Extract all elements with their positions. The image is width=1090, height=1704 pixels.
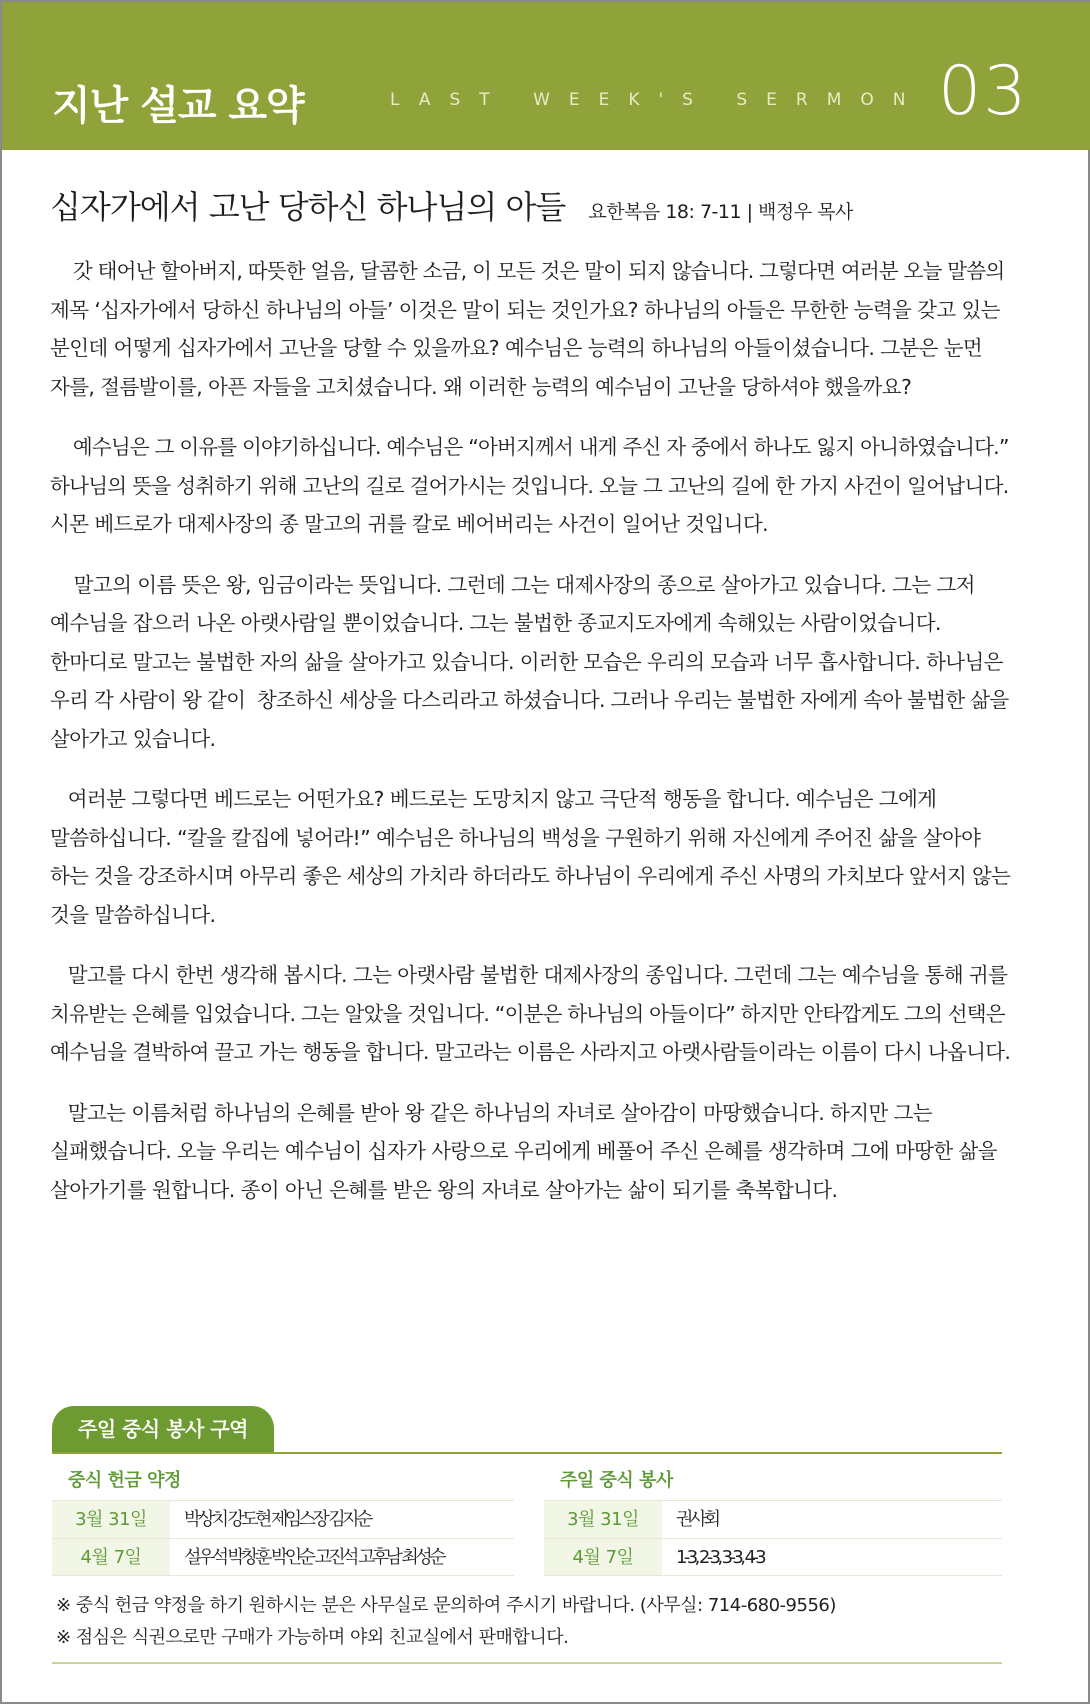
table-row: [544, 1538, 1002, 1576]
sermon-paragraph: [50, 566, 1010, 759]
table-row: [52, 1538, 514, 1576]
sermon-body: [50, 252, 1010, 1231]
paragraph-line: 자를, 절름발이를, 아픈 자들을 고치셨습니다. 왜 이러한 능력의 예수님이 고난을 당하셔야 했을까요?: [50, 374, 912, 399]
row-date: 3월 31일: [544, 1501, 662, 1538]
sermon-paragraph: [50, 956, 1010, 1072]
sermon-paragraph: [50, 428, 1010, 544]
section-title: 지난 설교 요약: [52, 83, 304, 129]
paragraph-line: 말고를 다시 한번 생각해 봅시다. 그는 아랫사람 불법한 대제사장의 종입니다. 그런데 그는 예수님을 통해 귀를: [50, 963, 1008, 987]
paragraph-line: 시몬 베드로가 대제사장의 종 말고의 귀를 칼로 베어버리는 사건이 일어난 것입니다.: [50, 512, 768, 536]
sermon-paragraph: [50, 252, 1010, 406]
section-divider: [52, 1452, 1002, 1454]
row-value: 권사회: [676, 1509, 718, 1530]
sermon-title: 십자가에서 고난 당하신 하나님의 아들: [50, 188, 566, 226]
paragraph-line: 하나님의 뜻을 성취하기 위해 고난의 길로 걸어가시는 것입니다. 오늘 그 고난의 길에 한 가지 사건이 일어납니다.: [50, 473, 1009, 498]
bottom-divider: [52, 1662, 1002, 1664]
row-value: 박상치 강도현 제임스장 김지순: [184, 1509, 370, 1530]
lunch-offering-heading: 중식 헌금 약정: [68, 1470, 181, 1491]
paragraph-line: 살아가고 있습니다.: [50, 726, 216, 751]
row-date: 4월 7일: [544, 1539, 662, 1575]
sermon-paragraph: [50, 780, 1010, 934]
sermon-heading: [50, 182, 853, 228]
paragraph-line: 예수님을 잡으러 나온 아랫사람일 뿐이었습니다. 그는 불법한 종교지도자에게 속해있는 사람이었습니다.: [50, 611, 941, 635]
paragraph-line: 갓 태어난 할아버지, 따뜻한 얼음, 달콤한 소금, 이 모든 것은 말이 되지 않습니다. 그렇다면 여러분 오늘 말씀의: [50, 259, 1005, 283]
lunch-service-tab: 주일 중식 봉사 구역: [52, 1406, 274, 1452]
paragraph-line: 분인데 어떻게 십자가에서 고난을 당할 수 있을까요? 예수님은 능력의 하나님의 아들이셨습니다. 그분은 눈먼: [50, 336, 983, 360]
row-value: 설우석 박창훈 박인순 고진석 고후남 최성순: [184, 1547, 443, 1568]
lunch-service-heading: 주일 중식 봉사: [560, 1470, 673, 1491]
paragraph-line: 제목 ‘십자가에서 당하신 하나님의 아들’ 이것은 말이 되는 것인가요? 하나님의 아들은 무한한 능력을 갖고 있는: [50, 297, 1000, 322]
paragraph-line: 하는 것을 강조하시며 아무리 좋은 세상의 가치라 하더라도 하나님이 우리에게 주신 사명의 가치보다 앞서지 않는: [50, 864, 1011, 888]
paragraph-line: 것을 말씀하십니다.: [50, 902, 216, 927]
paragraph-line: 실패했습니다. 오늘 우리는 예수님이 십자가 사랑으로 우리에게 베풀어 주신 은혜를 생각하며 그에 마땅한 삶을: [50, 1139, 997, 1163]
page-number: 03: [938, 52, 1029, 131]
row-date: 3월 31일: [52, 1501, 170, 1538]
sermon-paragraph: [50, 1094, 1010, 1210]
service-notes: [56, 1590, 1002, 1654]
row-value: 1-3, 2-3, 3-3, 4-3: [676, 1547, 764, 1568]
paragraph-line: 여러분 그렇다면 베드로는 어떤가요? 베드로는 도망치지 않고 극단적 행동을 합니다. 예수님은 그에게: [50, 787, 937, 811]
paragraph-line: 말고는 이름처럼 하나님의 은혜를 받아 왕 같은 하나님의 자녀로 살아감이 마땅했습니다. 하지만 그는: [50, 1100, 932, 1125]
row-date: 4월 7일: [52, 1539, 170, 1575]
note-offering-contact: ※ 중식 헌금 약정을 하기 원하시는 분은 사무실로 문의하여 주시기 바랍니다. (사무실: 714-680-9556): [56, 1595, 836, 1616]
paragraph-line: 말고의 이름 뜻은 왕, 임금이라는 뜻입니다. 그런데 그는 대제사장의 종으로 살아가고 있습니다. 그는 그저: [50, 572, 975, 597]
note-meal-ticket: ※ 점심은 식권으로만 구매가 가능하며 야외 친교실에서 판매합니다.: [56, 1627, 569, 1648]
table-row: [52, 1500, 514, 1538]
page-header: [2, 2, 1090, 150]
paragraph-line: 말씀하십니다. “칼을 칼집에 넣어라!” 예수님은 하나님의 백성을 구원하기 위해 자신에게 주어진 삶을 살아야: [50, 825, 981, 850]
paragraph-line: 예수님은 그 이유를 이야기하십니다. 예수님은 “아버지께서 내게 주신 자 중에서 하나도 잃지 아니하였습니다.”: [50, 435, 1009, 459]
paragraph-line: 우리 각 사람이 왕 같이 창조하신 세상을 다스리라고 하셨습니다. 그러나 우리는 불법한 자에게 속아 불법한 삶을: [50, 688, 1009, 712]
sermon-reference: 요한복음 18: 7-11 | 백정우 목사: [588, 201, 853, 223]
table-row: [544, 1500, 1002, 1538]
paragraph-line: 치유받는 은혜를 입었습니다. 그는 알았을 것입니다. “이분은 하나님의 아들이다” 하지만 안타깝게도 그의 선택은: [50, 1001, 1005, 1026]
section-subtitle: LAST WEEK'S SERMON: [390, 90, 925, 110]
paragraph-line: 살아가기를 원합니다. 종이 아닌 은혜를 받은 왕의 자녀로 살아가는 삶이 되기를 축복합니다.: [50, 1177, 838, 1202]
paragraph-line: 예수님을 결박하여 끌고 가는 행동을 합니다. 말고라는 이름은 사라지고 아랫사람들이라는 이름이 다시 나옵니다.: [50, 1040, 1011, 1064]
lunch-offering-table: [52, 1462, 514, 1576]
lunch-service-table: [544, 1462, 1002, 1576]
paragraph-line: 한마디로 말고는 불법한 자의 삶을 살아가고 있습니다. 이러한 모습은 우리의 모습과 너무 흡사합니다. 하나님은: [50, 649, 1003, 674]
